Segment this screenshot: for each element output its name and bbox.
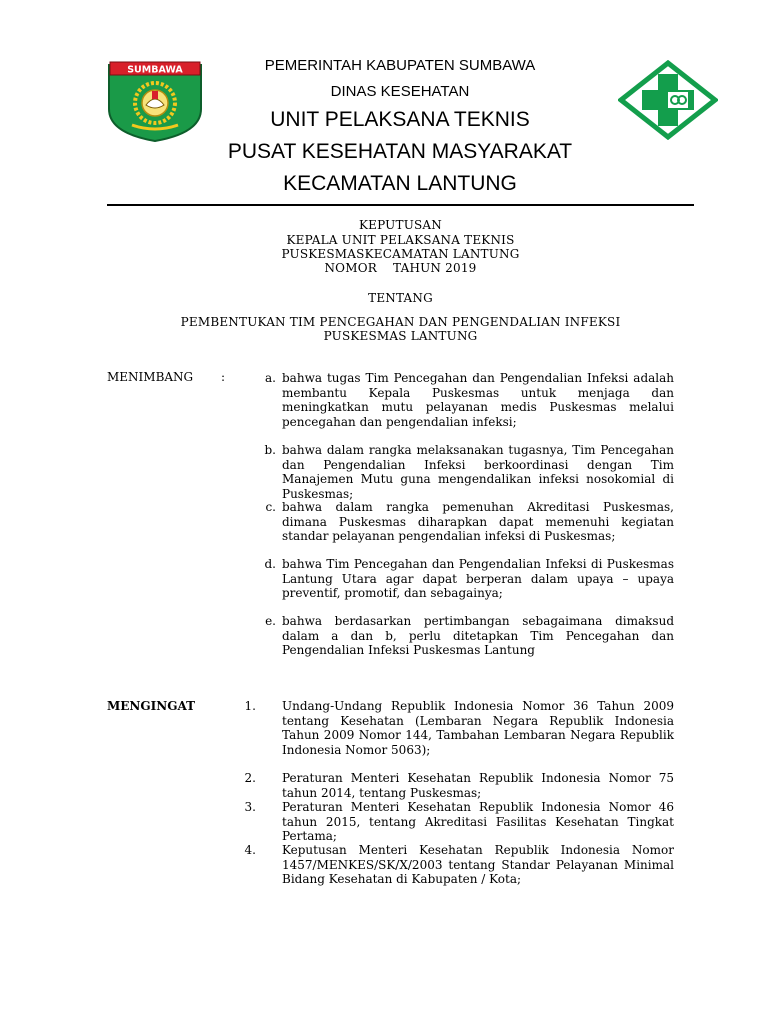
mengingat-marker: 1.: [244, 699, 256, 713]
sumbawa-regency-emblem: [106, 59, 204, 143]
letterhead-government: PEMERINTAH KABUPATEN SUMBAWA: [264, 57, 536, 74]
mengingat-marker: 4.: [244, 843, 256, 857]
puskesmas-logo: [618, 60, 718, 140]
letterhead-district: KECAMATAN LANTUNG: [283, 172, 517, 195]
menimbang-marker: c.: [265, 500, 276, 514]
mengingat-marker: 3.: [244, 800, 256, 814]
decision-subject: PEMBENTUKAN TIM PENCEGAHAN DAN PENGENDALIAN INFEKSI: [180, 315, 621, 329]
emblem-label: SUMBAWA: [127, 64, 183, 76]
menimbang-item: bahwa berdasarkan pertimbangan sebagaimana dimaksud dalam a dan b, perlu ditetapkan Tim Pencegahan dan Pengendalian Infeksi Puskesmas Lantung: [282, 614, 674, 657]
menimbang-marker: d.: [264, 557, 276, 571]
mengingat-item: Peraturan Menteri Kesehatan Republik Indonesia Nomor 46 tahun 2015, tentang Akreditasi Fasilitas Kesehatan Tingkat Pertama;: [282, 800, 674, 843]
menimbang-marker: b.: [264, 443, 276, 457]
mengingat-marker: 2.: [244, 771, 256, 785]
decision-title: KEPUTUSAN: [358, 218, 442, 232]
letterhead-divider: [107, 204, 694, 206]
menimbang-item: bahwa dalam rangka melaksanakan tugasnya, Tim Pencegahan dan Pengendalian Infeksi berkoordinasi dengan Tim Manajemen Mutu guna mengendalikan infeksi nosokomial di Puskesmas;: [282, 443, 674, 501]
decision-authority: KEPALA UNIT PELAKSANA TEKNIS: [286, 233, 515, 247]
menimbang-marker: e.: [265, 614, 276, 628]
mengingat-item: Keputusan Menteri Kesehatan Republik Indonesia Nomor 1457/MENKES/SK/X/2003 tentang Standar Pelayanan Minimal Bidang Kesehatan di Kabupaten / Kota;: [282, 843, 674, 886]
menimbang-marker: a.: [265, 371, 276, 385]
menimbang-item: bahwa Tim Pencegahan dan Pengendalian Infeksi di Puskesmas Lantung Utara agar dapat berperan dalam upaya – upaya preventif, promotif, dan sebagainya;: [282, 557, 674, 600]
letterhead-institution: PUSAT KESEHATAN MASYARAKAT: [227, 140, 573, 163]
decision-authority-location: PUSKESMASKECAMATAN LANTUNG: [281, 247, 520, 261]
letterhead-unit: UNIT PELAKSANA TEKNIS: [270, 108, 530, 131]
menimbang-item: bahwa tugas Tim Pencegahan dan Pengendalian Infeksi adalah membantu Kepala Puskesmas untuk menjaga dan meningkatkan mutu pelayanan medis Puskesmas melalui pencegahan dan pengendalian infeksi;: [282, 371, 674, 429]
letterhead-department: DINAS KESEHATAN: [330, 83, 470, 100]
menimbang-item: bahwa dalam rangka pemenuhan Akreditasi Puskesmas, dimana Puskesmas diharapkan dapat memenuhi kegiatan standar pelayanan pengendalian infeksi di Puskesmas;: [282, 500, 674, 543]
menimbang-label: MENIMBANG: [107, 370, 194, 384]
mengingat-item: Peraturan Menteri Kesehatan Republik Indonesia Nomor 75 tahun 2014, tentang Puskesmas;: [282, 771, 674, 800]
decision-number: NOMOR TAHUN 2019: [324, 261, 477, 275]
decision-subject-cont: PUSKESMAS LANTUNG: [323, 329, 478, 343]
mengingat-label: MENGINGAT: [107, 699, 196, 713]
tentang-label: TENTANG: [368, 291, 433, 305]
mengingat-item: Undang-Undang Republik Indonesia Nomor 36 Tahun 2009 tentang Kesehatan (Lembaran Negara Republik Indonesia Tahun 2009 Nomor 144, Tambahan Lembaran Negara Republik Indonesia Nomor 5063);: [282, 699, 674, 757]
menimbang-colon: :: [221, 370, 226, 384]
